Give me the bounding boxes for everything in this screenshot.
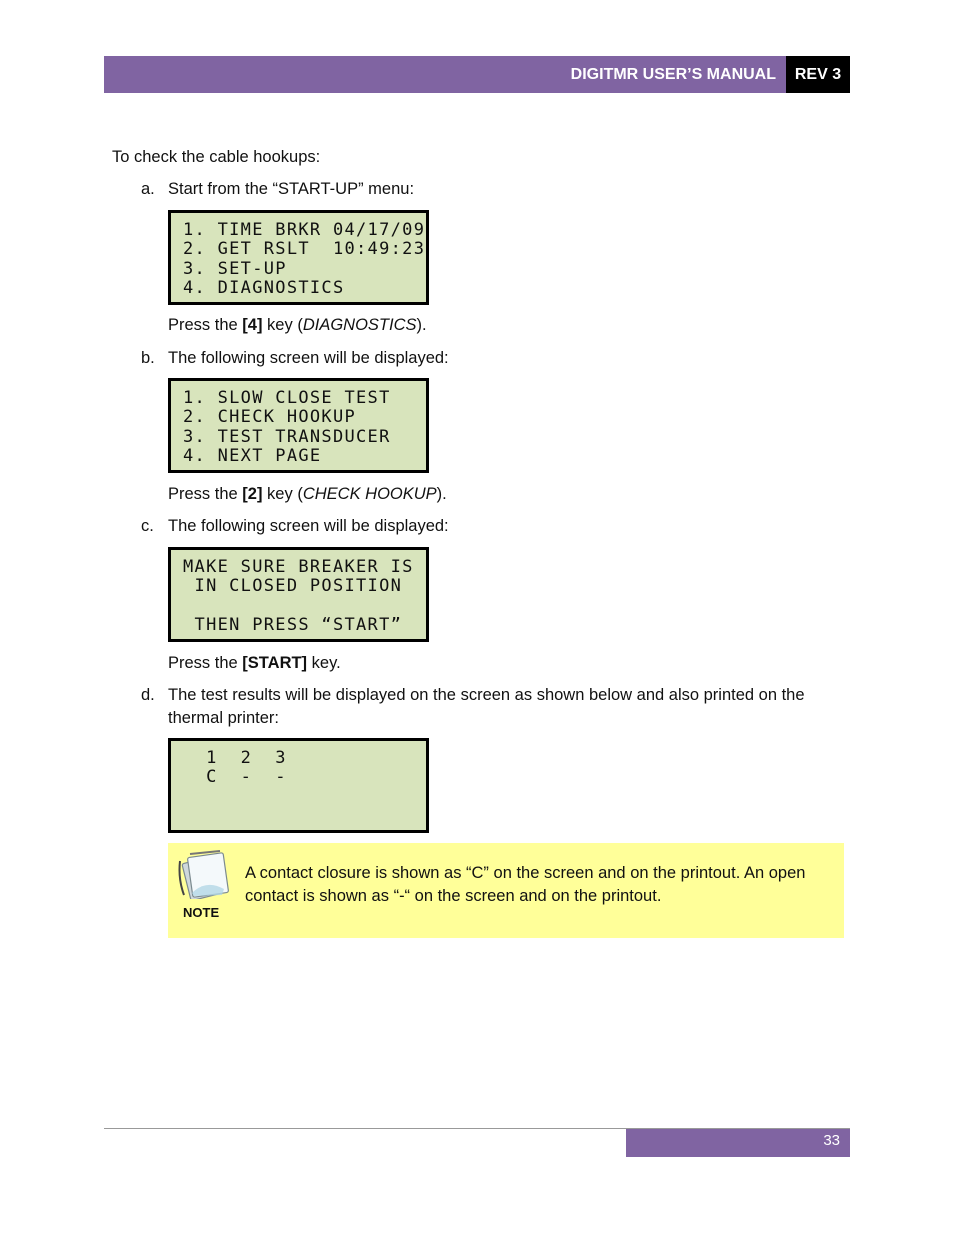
step-a-press-instruction [168,314,427,337]
key-label: [START] [242,654,308,672]
lcd-startup-menu [168,210,429,305]
step-a-text: Start from the “START-UP” menu: [168,180,415,198]
header-bar [104,56,786,93]
note-box [168,843,844,938]
lcd-line: 3. SET-UP [183,259,287,279]
lcd-line: 1. SLOW CLOSE TEST [183,388,391,408]
note-line: contact is shown as “-“ on the screen and on the printout. [245,887,662,905]
press-middle: key. [307,654,341,672]
note-text [245,862,840,908]
press-prefix: Press the [168,316,243,334]
step-d-text-line1: The test results will be displayed on the screen as shown below and also printed on the [168,686,805,704]
lcd-check-hookup-prompt [168,547,429,642]
footer-bar [626,1129,850,1157]
note-line: A contact closure is shown as “C” on the screen and on the printout. An open [245,864,806,882]
revision-badge: REV 3 [786,56,850,93]
page-number: 33 [823,1132,840,1149]
lcd-line: 3. TEST TRANSDUCER [183,427,391,447]
manual-title: DIGITMR USER’S MANUAL [570,66,776,83]
lcd-line: 4. DIAGNOSTICS [183,278,345,298]
press-middle: key ( [262,316,303,334]
lcd-diagnostics-menu [168,378,429,473]
notepad-icon [176,849,232,899]
step-c-letter: c. [141,517,154,535]
lcd-line: 4. NEXT PAGE [183,446,322,466]
press-prefix: Press the [168,654,243,672]
press-suffix: ). [416,316,427,334]
lcd-hookup-results [168,738,429,833]
lcd-line: MAKE SURE BREAKER IS [183,557,414,577]
lcd-line: IN CLOSED POSITION [183,576,403,596]
lcd-line: 2. GET RSLT 10:49:23 [183,239,426,259]
lcd-line: 1. TIME BRKR 04/17/09 [183,220,426,240]
menu-name: DIAGNOSTICS [302,316,417,334]
lcd-line: 1 2 3 [183,748,287,768]
lcd-line: 2. CHECK HOOKUP [183,407,357,427]
step-d-letter: d. [141,686,155,704]
press-middle: key ( [262,485,303,503]
step-c-press-instruction [168,652,341,675]
intro-text: To check the cable hookups: [112,148,321,166]
key-label: [2] [242,485,263,503]
step-d-text-line2: thermal printer: [168,709,279,727]
step-c-text: The following screen will be displayed: [168,517,449,535]
press-prefix: Press the [168,485,243,503]
press-suffix: ). [436,485,447,503]
step-a-letter: a. [141,180,155,198]
lcd-line: THEN PRESS “START” [183,615,403,635]
step-b-letter: b. [141,349,155,367]
key-label: [4] [242,316,263,334]
step-b-press-instruction [168,483,447,506]
lcd-line: C - - [183,767,287,787]
note-label: NOTE [183,905,220,920]
menu-name: CHECK HOOKUP [302,485,437,503]
step-b-text: The following screen will be displayed: [168,349,449,367]
